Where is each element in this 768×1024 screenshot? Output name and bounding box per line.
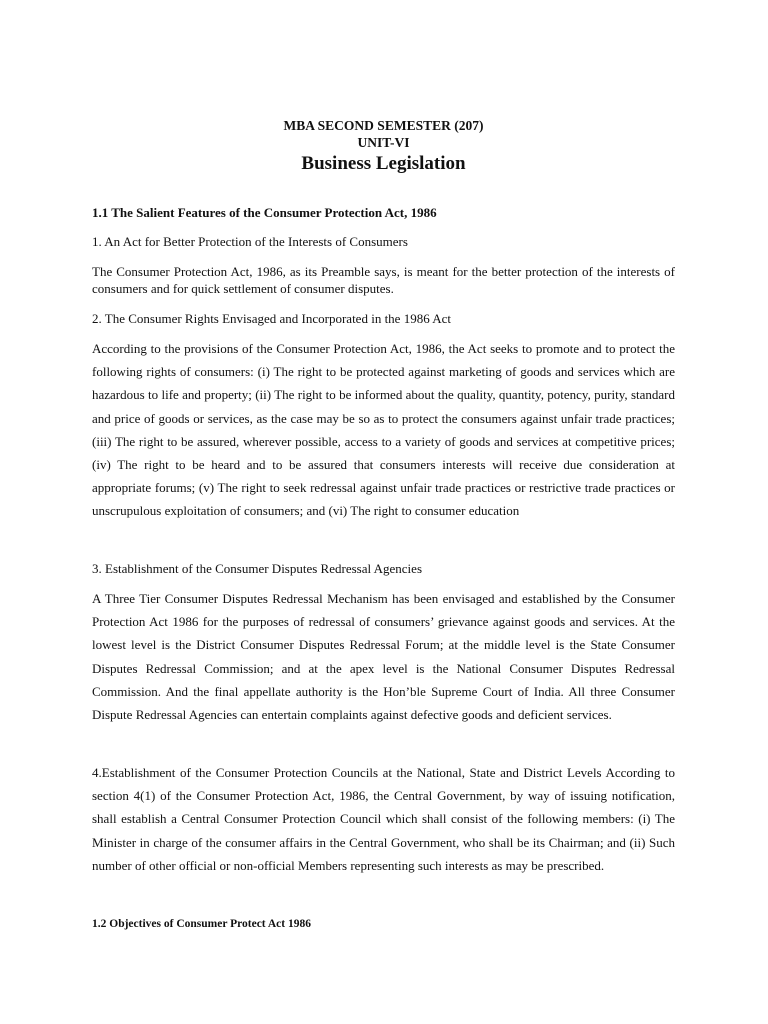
unit-label: UNIT-VI bbox=[357, 135, 410, 150]
course-label: MBA SECOND SEMESTER (207) bbox=[283, 118, 484, 133]
item-1-paragraph: The Consumer Protection Act, 1986, as its Preamble says, is meant for the better protection of the interests of consumers and for quick settlement of consumer disputes. bbox=[92, 264, 675, 296]
item-4-paragraph: 4.Establishment of the Consumer Protection Councils at the National, State and District Levels According to section 4(1) of the Consumer Protection Act, 1986, the Central Government, by way of issuing notification, shall establish a Central Consumer Protection Council which shall consist of the following members: (i) The Minister in charge of the consumer affairs in the Central Government, who shall be its Chairman; and (ii) Such number of other official or non-official Members representing such interests as may be prescribed. bbox=[92, 765, 675, 873]
page-title: Business Legislation bbox=[301, 153, 466, 174]
item-3-heading: 3. Establishment of the Consumer Disputes Redressal Agencies bbox=[92, 561, 423, 576]
section-2-heading: 1.2 Objectives of Consumer Protect Act 1986 bbox=[92, 918, 311, 930]
document-page bbox=[92, 0, 675, 1024]
section-1-heading: 1.1 The Salient Features of the Consumer Protection Act, 1986 bbox=[92, 205, 437, 220]
item-2-heading: 2. The Consumer Rights Envisaged and Incorporated in the 1986 Act bbox=[92, 311, 451, 326]
item-3-paragraph: A Three Tier Consumer Disputes Redressal Mechanism has been envisaged and established by the Consumer Protection Act 1986 for the purposes of redressal of consumers’ grievance against goods and services. At the lowest level is the District Consumer Disputes Redressal Forum; at the middle level is the State Consumer Disputes Redressal Commission; and at the apex level is the National Consumer Disputes Redressal Commission. And the final appellate authority is the Hon’ble Supreme Court of India. All three Consumer Dispute Redressal Agencies can entertain complaints against defective goods and deficient services. bbox=[92, 591, 675, 723]
item-2-paragraph: According to the provisions of the Consumer Protection Act, 1986, the Act seeks to promote and to protect the following rights of consumers: (i) The right to be protected against marketing of goods and services which are hazardous to life and property; (ii) The right to be informed about the quality, quantity, potency, purity, standard and price of goods or services, as the case may be so as to protect the consumers against unfair trade practices; (iii) The right to be assured, wherever possible, access to a variety of goods and services at competitive prices; (iv) The right to be heard and to be assured that consumers interests will receive due consideration at appropriate forums; (v) The right to seek redressal against unfair trade practices or restrictive trade practices or unscrupulous exploitation of consumers; and (vi) The right to consumer education bbox=[92, 341, 675, 519]
item-1-heading: 1. An Act for Better Protection of the Interests of Consumers bbox=[92, 234, 408, 249]
